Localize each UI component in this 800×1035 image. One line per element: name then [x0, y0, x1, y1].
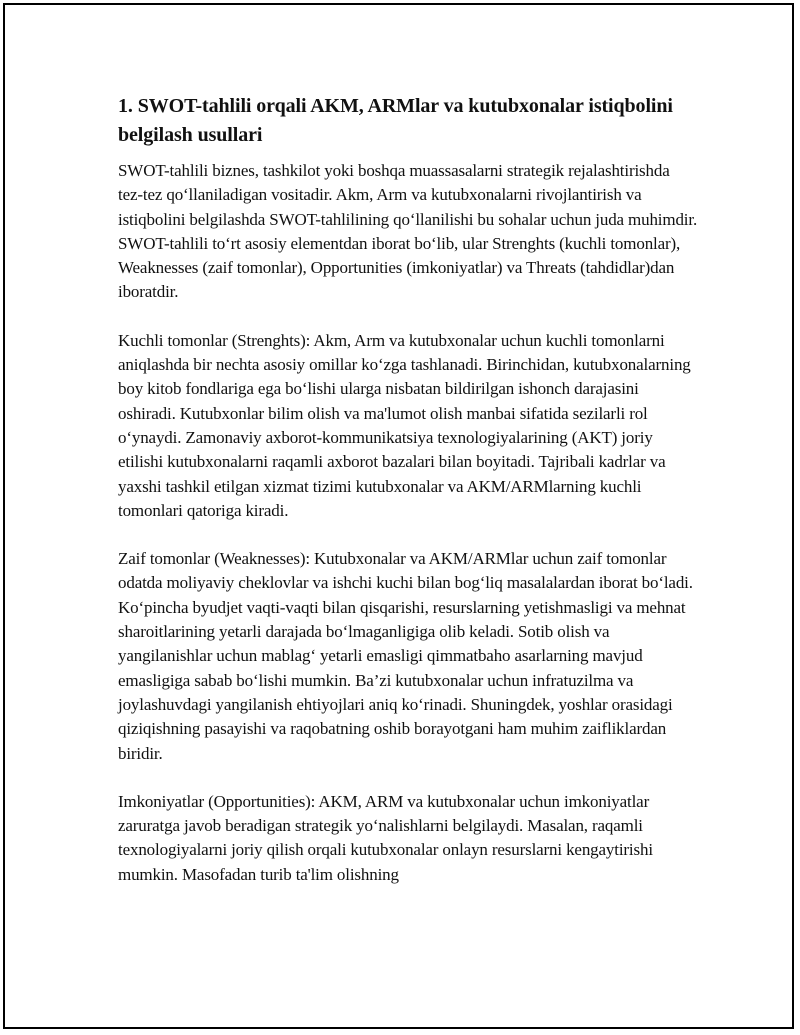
paragraph-strengths: Kuchli tomonlar (Strenghts): Akm, Arm va kutubxonalar uchun kuchli tomonlarni aniqlashda bir nechta asosiy omillar ko‘zga tashlanadi. Birinchidan, kutubxonalarning boy kitob fondlariga ega bo‘lishi ularga nisbatan bildirilgan ishonch darajasini oshiradi. Kutubxonlar bilim olish va ma'lumot olish manbai sifatida sezilarli rol o‘ynaydi. Zamonaviy axborot-kommunikatsiya texnologiyalarining (AKT) joriy etilishi kutubxonalarni raqamli axborot bazalari bilan boyitadi. Tajribali kadrlar va yaxshi tashkil etilgan xizmat tizimi kutubxonalar va AKM/ARMlarning kuchli tomonlari qatoriga kiradi.: [118, 330, 691, 520]
document-body: [118, 92, 698, 911]
paragraph-intro: SWOT-tahlili biznes, tashkilot yoki boshqa muassasalarni strategik rejalashtirishda tez-tez qo‘llaniladigan vositadir. Akm, Arm va kutubxonalarni rivojlantirish va istiqbolini belgilashda SWOT-tahlilining qo‘llanilishi bu sohalar uchun juda muhimdir. SWOT-tahlili to‘rt asosiy elementdan iborat bo‘lib, ular Strenghts (kuchli tomonlar), Weaknesses (zaif tomonlar), Opportunities (imkoniyatlar) va Threats (tahdidlar)dan iboratdir.: [118, 161, 698, 302]
paragraph-weaknesses: Zaif tomonlar (Weaknesses): Kutubxonalar va AKM/ARMlar uchun zaif tomonlar odatda moliyaviy cheklovlar va ishchi kuchi bilan bog‘liq masalalardan iborat bo‘ladi. Ko‘pincha byudjet vaqti-vaqti bilan qisqarishi, resurslarning yetishmasligi va mehnat sharoitlarining yetarli darajada bo‘lmaganligiga olib keladi. Sotib olish va yangilanishlar uchun mablag‘ yetarli emasligi qimmatbaho asarlarning mavjud emasligiga sabab bo‘lishi mumkin. Ba’zi kutubxonalar uchun infratuzilma va joylashuvdagi yangilanish ehtiyojlari aniq ko‘rinadi. Shuningdek, yoshlar orasidagi qiziqishning pasayishi va raqobatning oshib borayotgani ham muhim zaifliklardan biridir.: [118, 549, 693, 763]
paragraph-opportunities: Imkoniyatlar (Opportunities): AKM, ARM va kutubxonalar uchun imkoniyatlar zaruratga javob beradigan strategik yo‘nalishlarni belgilaydi. Masalan, raqamli texnologiyalarni joriy qilish orqali kutubxonalar onlayn resurslarni kengaytirishi mumkin. Masofadan turib ta'lim olishning: [118, 791, 653, 884]
section-heading: 1. SWOT-tahlili orqali AKM, ARMlar va kutubxonalar istiqbolini belgilash usullari: [118, 95, 673, 146]
